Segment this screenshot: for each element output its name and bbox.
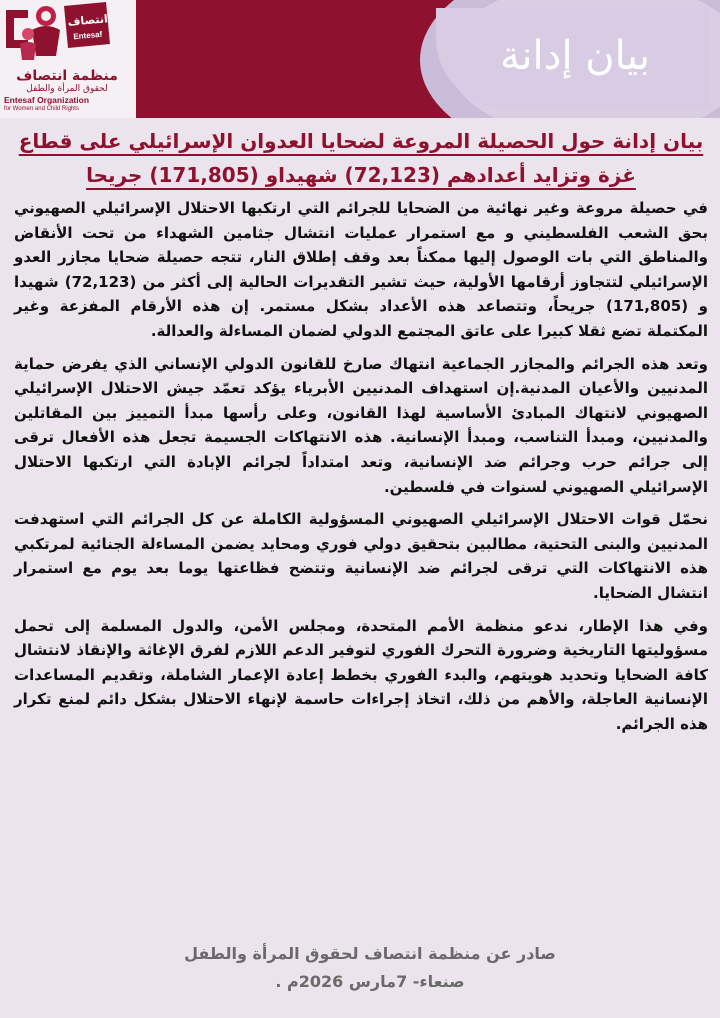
logo-name-english: Entesaf Organization [4,95,90,105]
statement-headline: بيان إدانة حول الحصيلة المروعة لضحايا العدوان الإسرائيلي على قطاع غزة وتزايد أعدادهم (72,123) شهيداو (171,805) جريحا [18,129,704,187]
issuer-line: صادر عن منظمة انتصاف لحقوق المرأة والطفل [184,944,556,963]
date-line: صنعاء- 7مارس 2026م . [275,972,465,991]
body-paragraph-4: وفي هذا الإطار، ندعو منظمة الأمم المتحدة، ومجلس الأمن، والدول المسلمة إلى تحمل مسؤوليتها التاريخية وضرورة التحرك الفوري لتوفير الدعم اللازم لفرق الإغاثة والإنقاذ لانتشال كافة الضحايا وتحديد هويتهم، والبدء الفوري بخطط إعادة الإعمار الشاملة، وتقديم المساعدات الإنسانية العاجلة، والأهم من ذلك، اتخاذ إجراءات حاسمة لإنهاء الاحتلال بشكل دائم لمنع تكرار هذه الجرائم. [14,616,708,733]
organization-logo [0,0,134,118]
logo-subtitle-english: for Women and Child Rights [4,106,79,112]
logo-subtitle-arabic: لحقوق المرأة والطفل [26,84,108,94]
page-header [0,0,720,118]
logo-mark-icon [2,0,114,68]
statement-body [14,196,708,744]
logo-mark-text-en: Entesaf [72,29,103,42]
body-paragraph-2: وتعد هذه الجرائم والمجازر الجماعية انتهاك صارخ للقانون الدولي الإنساني الذي يفرض حماية المدنيين والأعيان المدنية.إن استهداف المدنيين الأبرياء يؤكد تعمّد جيش الاحتلال الإسرائيلي الصهيوني لانتهاك المبادئ الأساسية لهذا القانون، وعلى رأسها مبدأ التمييز بين المقاتلين والمدنيين، ومبدأ التناسب، ومبدأ الإنسانية. هذه الانتهاكات الجسيمة تجعل هذه الأفعال ترقى إلى جرائم حرب وجرائم ضد الإنسانية، وتعد امتداداً لجرائم الإبادة التي ارتكبها الاحتلال الإسرائيلي الصهيوني لسنوات في فلسطين. [14,354,708,496]
statement-footer [160,940,580,996]
logo-mark-text: انتصاف [67,12,109,29]
body-paragraph-1: في حصيلة مروعة وغير نهائية من الضحايا للجرائم التي ارتكبها الاحتلال الإسرائيلي الصهيوني بحق الشعب الفلسطيني و مع استمرار عمليات انتشال جثامين الشهداء من تحت الأنقاض والمناطق التي بات الوصول إليها ممكناً بعد وقف إطلاق النار، تتجه حصيلة ضحايا مجازر العدو الإسرائيلي لتتجاوز أرقامها الأولية، حيث تشير التقديرات الحالية إلى أكثر من (72,123) شهيدا و (171,805) جريحاً، وتتصاعد هذه الأعداد بشكل مستمر. إن هذه الأرقام المفزعة وغير المكتملة تضع ثقلا كبيرا على عاتق المجتمع الدولي لضمان المساءلة والعدالة. [14,199,708,340]
body-paragraph-3: نحمّل قوات الاحتلال الإسرائيلي الصهيوني المسؤولية الكاملة عن كل الجرائم التي استهدفت المدنيين والبنى التحتية، مطالبين بتحقيق دولي فوري ومحايد يضمن المساءلة الجنائية لمرتكبي هذه الانتهاكات التي ترقى لجرائم ضد الإنسانية وتتضح فظاعتها يوما بعد يوم مع استمرار انتشال الضحايا. [14,510,708,602]
banner-title: بيان إدانة [499,33,651,79]
logo-name-arabic: منظمة انتصاف [16,68,118,84]
